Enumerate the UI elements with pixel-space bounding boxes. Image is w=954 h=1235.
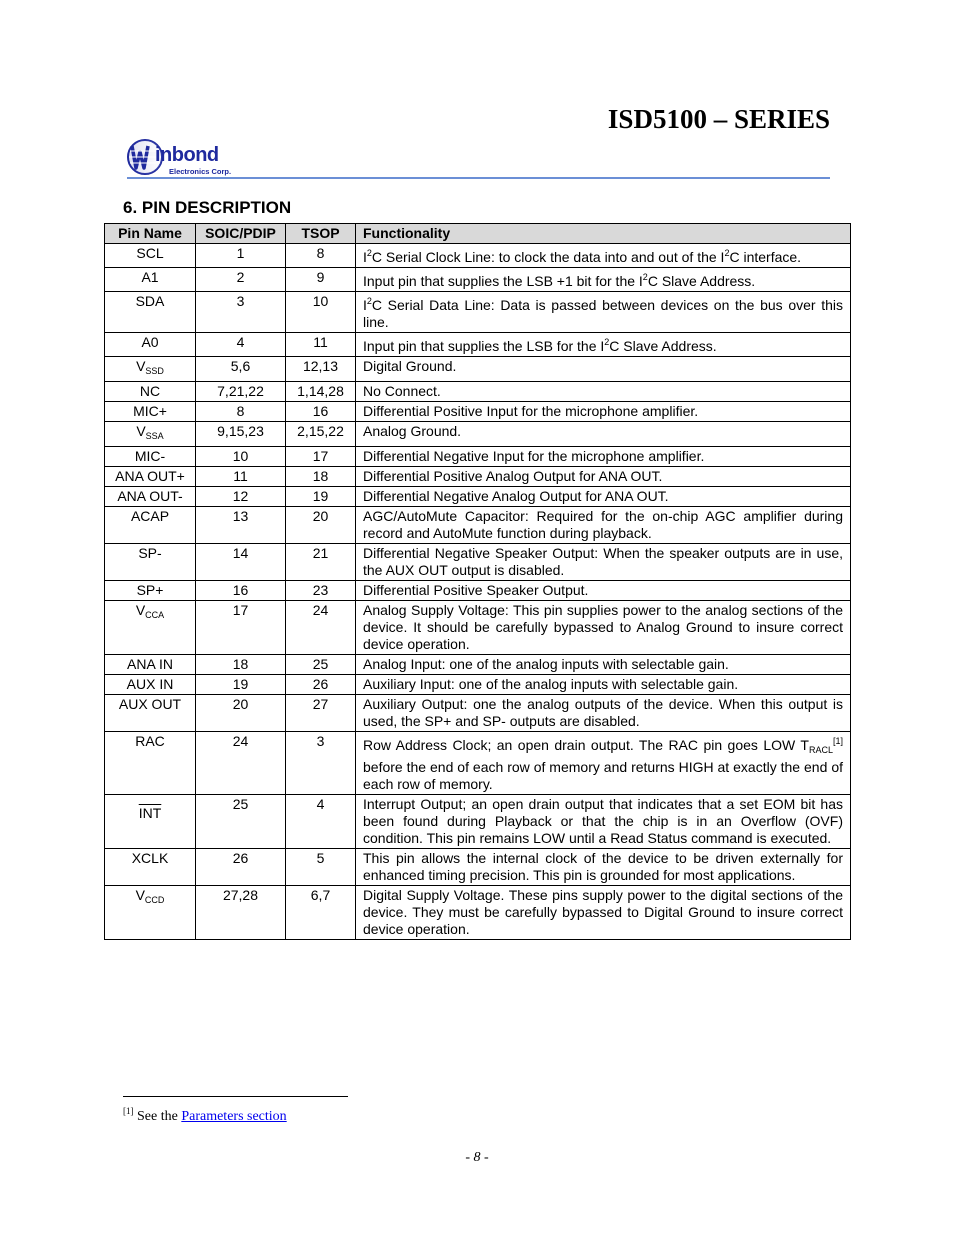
tsop-pin-cell: 20 [286, 507, 356, 544]
tsop-pin-cell: 12,13 [286, 357, 356, 382]
functionality-cell [356, 507, 851, 544]
soic-pin-cell: 13 [196, 507, 286, 544]
table-header-row [105, 224, 851, 244]
soic-pin-cell: 4 [196, 333, 286, 357]
table-row [105, 601, 851, 655]
functionality-text: Differential Negative Speaker Output: When the speaker outputs are in use, the AUX OUT output is disabled. [363, 545, 843, 578]
functionality-text: Interrupt Output; an open drain output that indicates that a set EOM bit has been found during Playback or that the chip is in an Overflow (OVF) condition. This pin remains LOW until a Read Status command is executed. [363, 796, 843, 846]
pin-name: ANA IN [127, 656, 173, 672]
winbond-logo [127, 138, 267, 178]
pin-name: SP+ [136, 582, 164, 598]
soic-pin-cell: 3 [196, 292, 286, 333]
header-soic-pdip: SOIC/PDIP [196, 224, 286, 244]
pin-name-cell [105, 244, 196, 268]
functionality-cell [356, 382, 851, 402]
functionality-cell [356, 544, 851, 581]
soic-pin-cell: 14 [196, 544, 286, 581]
soic-pin-cell: 8 [196, 402, 286, 422]
functionality-text: $I^2C$ Serial Data Line: Data is passed between devices on the bus over this line. [363, 296, 843, 330]
pin-name-cell [105, 447, 196, 467]
functionality-text: Analog Input: one of the analog inputs with selectable gain. [363, 656, 729, 672]
functionality-text: Analog Supply Voltage: This pin supplies power to the analog sections of the device. It should be carefully bypassed to Analog Ground to insure correct device operation. [363, 602, 843, 652]
pin-name: SCL [136, 245, 164, 261]
page-number: - 8 - [465, 1150, 489, 1165]
tsop-pin-cell: 11 [286, 333, 356, 357]
table-row [105, 244, 851, 268]
table-row [105, 507, 851, 544]
pin-name-subscript: SSD [145, 366, 164, 376]
pin-name-cell [105, 544, 196, 581]
table-row [105, 268, 851, 292]
pin-name-cell [105, 886, 196, 940]
tsop-pin-cell: 25 [286, 655, 356, 675]
functionality-text: No Connect. [363, 383, 441, 399]
functionality-cell [356, 422, 851, 447]
tsop-pin-cell: 23 [286, 581, 356, 601]
functionality-text: This pin allows the internal clock of the device to be driven externally for enhanced timing precision. This pin is grounded for most applications. [363, 850, 843, 883]
pin-name-cell [105, 382, 196, 402]
functionality-text: Differential Negative Analog Output for ANA OUT. [363, 488, 669, 504]
functionality-text: Input pin that supplies the LSB for the $I^2C$ Slave Address. [363, 337, 717, 354]
pin-name: A0 [141, 334, 159, 350]
table-row [105, 402, 851, 422]
soic-pin-cell: 2 [196, 268, 286, 292]
table-row [105, 795, 851, 849]
pin-name: RAC [135, 733, 165, 749]
pin-name: V [136, 423, 146, 439]
soic-pin-cell: 10 [196, 447, 286, 467]
header-pin-name: Pin Name [105, 224, 196, 244]
functionality-subscript: RACL [808, 745, 833, 755]
tsop-pin-cell: 8 [286, 244, 356, 268]
functionality-cell [356, 244, 851, 268]
functionality-text: Differential Positive Analog Output for ANA OUT. [363, 468, 663, 484]
pin-name: V [135, 887, 145, 903]
table-row [105, 422, 851, 447]
functionality-cell [356, 402, 851, 422]
functionality-cell [356, 695, 851, 732]
tsop-pin-cell: 18 [286, 467, 356, 487]
soic-pin-cell: 27,28 [196, 886, 286, 940]
functionality-text: Differential Negative Input for the microphone amplifier. [363, 448, 705, 464]
pin-name-cell [105, 268, 196, 292]
table-row [105, 487, 851, 507]
pin-name-cell [105, 849, 196, 886]
pin-name-cell [105, 292, 196, 333]
header-rule [127, 177, 830, 179]
soic-pin-cell: 12 [196, 487, 286, 507]
functionality-text: Auxiliary Output: one the analog outputs of the device. When this output is used, the SP+ and SP- outputs are disabled. [363, 696, 843, 729]
tsop-pin-cell: 9 [286, 268, 356, 292]
table-row [105, 655, 851, 675]
functionality-cell [356, 849, 851, 886]
logo-subtitle: Electronics Corp. [169, 167, 232, 176]
pin-name-subscript: CCA [145, 610, 165, 620]
table-row [105, 695, 851, 732]
pin-name-cell [105, 422, 196, 447]
soic-pin-cell: 26 [196, 849, 286, 886]
superscript-two: 2 [366, 296, 372, 306]
functionality-cell [356, 447, 851, 467]
pin-name-cell [105, 402, 196, 422]
footnote-text: See the [133, 1109, 182, 1124]
pin-name-cell [105, 732, 196, 795]
footnote-rule [123, 1096, 348, 1097]
table-row [105, 675, 851, 695]
tsop-pin-cell: 3 [286, 732, 356, 795]
pin-name: $\overline{INT}$ [138, 805, 162, 821]
pin-name-subscript: SSA [145, 431, 164, 441]
table-row [105, 333, 851, 357]
functionality-text: AGC/AutoMute Capacitor: Required for the on-chip AGC amplifier during record and AutoMute function during playback. [363, 508, 843, 541]
soic-pin-cell: 19 [196, 675, 286, 695]
pin-name: NC [139, 383, 161, 399]
functionality-cell [356, 601, 851, 655]
tsop-pin-cell: 16 [286, 402, 356, 422]
superscript-two: 2 [366, 248, 372, 258]
soic-pin-cell: 11 [196, 467, 286, 487]
functionality-cell [356, 268, 851, 292]
pin-name-cell [105, 357, 196, 382]
tsop-pin-cell: 26 [286, 675, 356, 695]
pin-name-cell [105, 507, 196, 544]
functionality-text: Digital Ground. [363, 358, 457, 374]
functionality-text: Differential Positive Speaker Output. [363, 582, 589, 598]
pin-name: ANA OUT- [117, 488, 183, 504]
tsop-pin-cell: 17 [286, 447, 356, 467]
header-functionality: Functionality [356, 224, 851, 244]
functionality-cell [356, 467, 851, 487]
pin-name: ANA OUT+ [115, 468, 185, 484]
superscript-two: 2 [642, 272, 648, 282]
logo-wordmark: inbond [155, 144, 219, 166]
superscript-two: 2 [604, 337, 610, 347]
table-row [105, 581, 851, 601]
functionality-cell [356, 357, 851, 382]
functionality-cell [356, 655, 851, 675]
soic-pin-cell: 25 [196, 795, 286, 849]
functionality-cell [356, 795, 851, 849]
table-row [105, 382, 851, 402]
table-row [105, 467, 851, 487]
pin-name-cell [105, 467, 196, 487]
pin-name: SDA [135, 293, 165, 309]
soic-pin-cell: 5,6 [196, 357, 286, 382]
soic-pin-cell: 20 [196, 695, 286, 732]
pin-name: MIC- [134, 448, 166, 464]
pin-name-cell [105, 695, 196, 732]
tsop-pin-cell: 1,14,28 [286, 382, 356, 402]
functionality-text: Auxiliary Input: one of the analog inputs with selectable gain. [363, 676, 739, 692]
functionality-cell [356, 732, 851, 795]
footnote-reference: [1] [832, 736, 843, 746]
pin-name: SP- [138, 545, 162, 561]
tsop-pin-cell: 5 [286, 849, 356, 886]
functionality-text: Input pin that supplies the LSB +1 bit for the $I^2C$ Slave Address. [363, 272, 756, 289]
table-row [105, 447, 851, 467]
tsop-pin-cell: 21 [286, 544, 356, 581]
functionality-cell [356, 886, 851, 940]
functionality-cell [356, 581, 851, 601]
functionality-cell [356, 292, 851, 333]
soic-pin-cell: 17 [196, 601, 286, 655]
functionality-cell [356, 675, 851, 695]
tsop-pin-cell: 2,15,22 [286, 422, 356, 447]
pin-name: MIC+ [133, 403, 167, 419]
pin-name: A1 [141, 269, 159, 285]
tsop-pin-cell: 10 [286, 292, 356, 333]
tsop-pin-cell: 6,7 [286, 886, 356, 940]
pin-name-cell [105, 795, 196, 849]
pin-name: V [135, 602, 146, 618]
functionality-text: Differential Positive Input for the microphone amplifier. [363, 403, 699, 419]
superscript-two: 2 [724, 248, 730, 258]
table-row [105, 544, 851, 581]
pin-name: AUX OUT [118, 696, 182, 712]
table-row [105, 849, 851, 886]
pin-description-table [104, 223, 851, 940]
pin-name-cell [105, 601, 196, 655]
soic-pin-cell: 24 [196, 732, 286, 795]
footnote [123, 1106, 287, 1125]
footnote-marker: [1] [123, 1106, 134, 1116]
tsop-pin-cell: 4 [286, 795, 356, 849]
table-row [105, 732, 851, 795]
soic-pin-cell: 16 [196, 581, 286, 601]
table-row [105, 357, 851, 382]
functionality-cell [356, 487, 851, 507]
functionality-text: before the end of each row of memory and returns HIGH at exactly the end of each row of memory. [363, 759, 843, 792]
soic-pin-cell: 18 [196, 655, 286, 675]
pin-name: XCLK [131, 850, 169, 866]
functionality-text: $I^2C$ Serial Clock Line: to clock the data into and out of the $I^2C$ interface. [363, 248, 802, 265]
tsop-pin-cell: 19 [286, 487, 356, 507]
soic-pin-cell: 7,21,22 [196, 382, 286, 402]
parameters-section-link[interactable]: Parameters section [181, 1109, 287, 1124]
pin-name-subscript: CCD [144, 895, 165, 905]
document-title: ISD5100 – SERIES [607, 104, 830, 134]
pin-name-cell [105, 675, 196, 695]
pin-name-cell [105, 581, 196, 601]
pin-name-cell [105, 487, 196, 507]
soic-pin-cell: 9,15,23 [196, 422, 286, 447]
tsop-pin-cell: 27 [286, 695, 356, 732]
pin-name: AUX IN [126, 676, 174, 692]
functionality-text: Analog Ground. [363, 423, 462, 439]
pin-name-cell [105, 655, 196, 675]
header-tsop: TSOP [286, 224, 356, 244]
soic-pin-cell: 1 [196, 244, 286, 268]
tsop-pin-cell: 24 [286, 601, 356, 655]
table-row [105, 886, 851, 940]
section-title: 6. PIN DESCRIPTION [123, 198, 292, 217]
pin-name-cell [105, 333, 196, 357]
table-row [105, 292, 851, 333]
functionality-text-prefix: Row Address Clock; an open drain output. The RAC pin goes LOW T [363, 737, 809, 753]
functionality-text: Digital Supply Voltage. These pins supply power to the digital sections of the device. They must be carefully bypassed to Digital Ground to insure correct device operation. [363, 887, 843, 937]
pin-name: V [136, 358, 146, 374]
functionality-cell [356, 333, 851, 357]
pin-name: ACAP [130, 508, 170, 524]
